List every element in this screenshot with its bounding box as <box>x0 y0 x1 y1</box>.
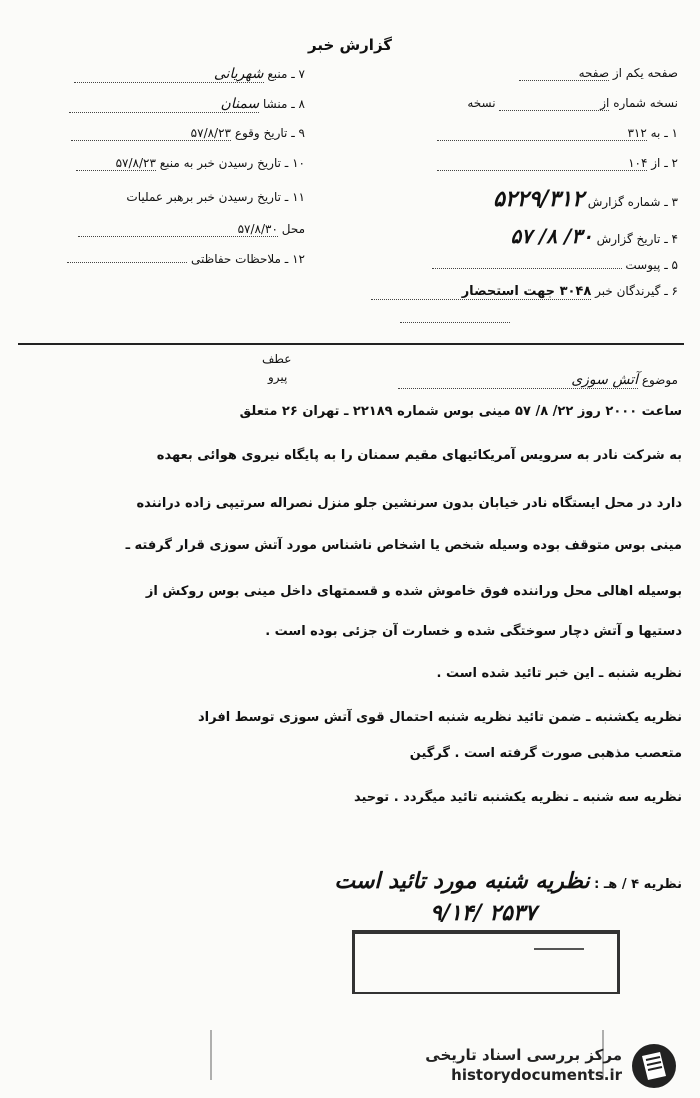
left-field-event-date <box>71 126 305 141</box>
field-label: ۱۰ ـ تاریخ رسیدن خبر به منبع <box>159 156 305 170</box>
subject-field <box>398 372 678 389</box>
right-field-page <box>519 66 678 81</box>
watermark-name: مرکز بررسی اسناد تاریخی <box>425 1046 622 1064</box>
left-field-notes <box>67 252 305 266</box>
field-label: ۱۱ ـ تاریخ رسیدن خبر برهبر عملیات <box>126 190 305 204</box>
scan-mark <box>534 948 584 964</box>
field-label: محل <box>281 222 305 236</box>
field-label: ۸ ـ منشا <box>262 97 305 111</box>
subject-value: آتش سوزی <box>398 372 638 389</box>
field-label: ۳ ـ شماره گزارش <box>587 195 678 209</box>
field-suffix: نسخه <box>467 96 496 110</box>
body-line: بوسیله اهالی محل وراننده فوق خاموش شده و قسمتهای داخل مینی بوس روکش از <box>145 584 682 599</box>
history-documents-logo-icon <box>630 1042 678 1090</box>
right-field-report-date <box>510 224 678 248</box>
field-value <box>432 268 622 269</box>
body-line: دستیها و آتش دچار سوختگی شده و خسارت آن جزئی بوده است . <box>265 624 682 639</box>
right-field-from <box>437 156 678 171</box>
field-value: ۵۷/۸/۲۳ <box>71 126 231 141</box>
atf-label: عطف <box>262 352 292 366</box>
body-line: متعصب مذهبی صورت گرفته است . گرگین <box>409 746 682 761</box>
subject-label: موضوع <box>641 373 678 387</box>
field-value: صفحه <box>519 66 609 81</box>
recipients-dotline <box>400 312 510 326</box>
divider <box>18 343 684 345</box>
field-label: ۹ ـ تاریخ وقوع <box>234 126 305 140</box>
page-title: گزارش خبر <box>307 36 393 54</box>
body-line: مینی بوس متوقف بوده وسیله شخص یا اشخاص ناشناس مورد آتش سوزی قرار گرفته ـ <box>125 538 682 553</box>
field-label: نسخه شماره <box>613 96 678 110</box>
right-field-copy <box>467 96 678 111</box>
field-value: ۳۰/ ۸/ ۵۷ <box>510 224 593 248</box>
left-field-source <box>74 66 305 83</box>
body-line: نظریه سه شنبه ـ نظریه یکشنبه تائید میگردد . توحید <box>353 790 682 805</box>
field-value <box>67 262 187 263</box>
dotted-line <box>400 322 510 323</box>
watermark-site: historydocuments.ir <box>451 1066 622 1084</box>
field-label: ۷ ـ منبع <box>267 67 305 81</box>
field-value: ۳۱۲ <box>437 126 647 141</box>
field-label: ۴ ـ تاریخ گزارش <box>596 232 678 246</box>
field-value: شهریانی <box>74 66 264 83</box>
body-line: به شرکت نادر به سرویس آمریکائیهای مقیم سمنان را به پایگاه نیروی هوائی بعهده <box>156 448 682 463</box>
field-label: ۲ ـ از <box>651 156 678 170</box>
right-field-recipients <box>371 284 678 300</box>
stamp-number: ۲۵۳۷ /۹/۱۴ <box>430 900 537 926</box>
field-label: ۱ ـ به <box>650 126 678 140</box>
left-field-origin <box>69 96 305 113</box>
left-field-place <box>78 222 305 237</box>
field-value: از <box>499 96 609 111</box>
field-label: ۱۲ ـ ملاحظات حفاظتی <box>191 252 305 266</box>
field-label: ۶ ـ گیرندگان خبر <box>595 284 678 298</box>
field-value: ۱۰۴ <box>437 156 647 171</box>
field-label: صفحه یکم از <box>612 66 678 80</box>
left-field-received-leader <box>126 190 305 204</box>
right-field-to <box>437 126 678 141</box>
body-line: نظریه یکشنبه ـ ضمن تائید نظریه شنبه احتمال قوی آتش سوزی توسط افراد <box>198 710 682 725</box>
body-line: دارد در محل ایستگاه نادر خیابان بدون سرنشین جلو منزل نصراله سرتیپی زاده دراننده <box>136 496 682 511</box>
peyro-label: پیرو <box>268 370 288 384</box>
right-field-attachment <box>432 258 678 272</box>
right-field-report-number <box>493 186 678 212</box>
final-value: نظریه شنبه مورد تائید است <box>334 868 590 894</box>
left-field-received-source <box>76 156 305 171</box>
field-value: ۵۷/۸/۲۳ <box>76 156 156 171</box>
field-value: ۵۲۲۹/۳۱۲ <box>493 186 584 212</box>
field-value: ۳۰۴۸ جهت استحضار <box>371 284 591 300</box>
final-label: نظریه ۴ / هـ : <box>594 877 682 892</box>
field-value: ۵۷/۸/۳۰ <box>78 222 278 237</box>
final-opinion <box>334 868 682 894</box>
field-label: ۵ ـ پیوست <box>625 258 678 272</box>
body-line: نظریه شنبه ـ این خبر تائید شده است . <box>436 666 682 681</box>
body-line: ساعت ۲۰۰۰ روز ۲۲/ ۸/ ۵۷ مینی بوس شماره ۲۲۱۸۹ ـ تهران ۲۶ متعلق <box>239 404 682 419</box>
field-value: سمنان <box>69 96 259 113</box>
